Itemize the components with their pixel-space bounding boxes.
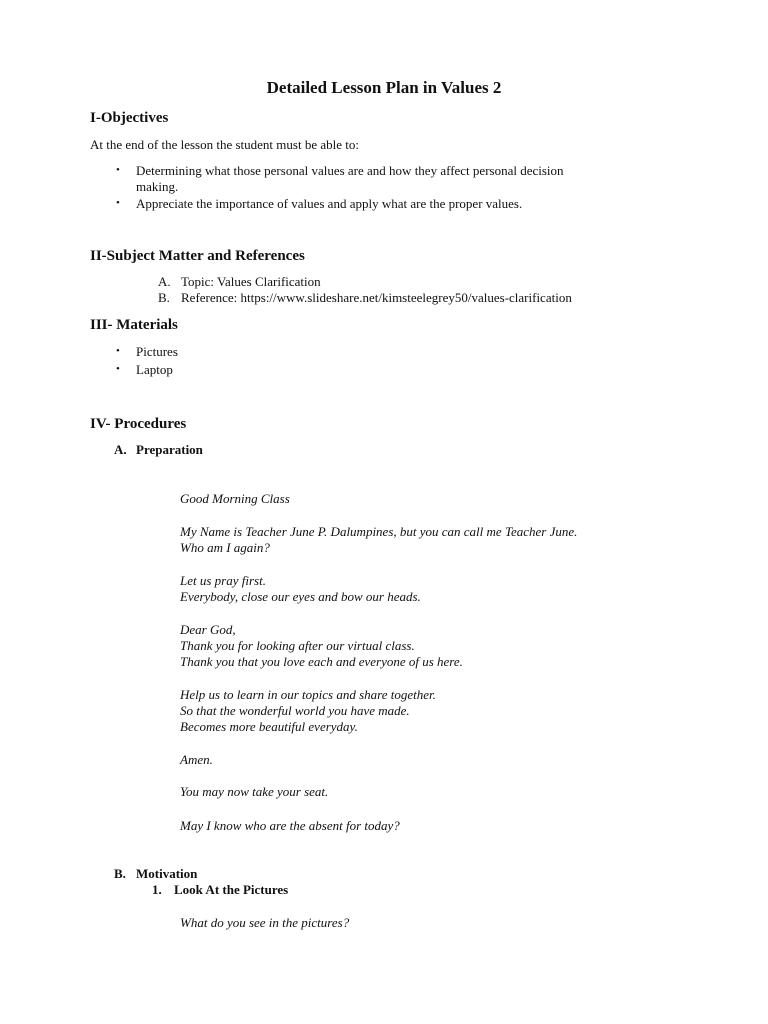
materials-heading: III- Materials — [90, 317, 178, 333]
script-line: Amen. — [180, 752, 213, 767]
material-item: Laptop — [136, 362, 173, 377]
objective-item-1: Determining what those personal values are and how they affect personal decision — [136, 163, 564, 178]
script-line: Thank you for looking after our virtual class. — [180, 638, 415, 653]
script-line: My Name is Teacher June P. Dalumpines, but you can call me Teacher June. — [180, 524, 578, 539]
script-line: Help us to learn in our topics and share together. — [180, 687, 436, 702]
script-line: Let us pray first. — [180, 573, 266, 588]
bullet-icon: • — [116, 164, 120, 176]
script-line: May I know who are the absent for today? — [180, 818, 400, 833]
bullet-icon: • — [116, 345, 120, 357]
script-line: Thank you that you love each and everyone of us here. — [180, 654, 463, 669]
list-marker: 1. — [152, 882, 162, 897]
look-at-pictures-label: Look At the Pictures — [174, 882, 289, 897]
list-marker: B. — [158, 290, 170, 305]
objectives-heading: I-Objectives — [90, 110, 169, 126]
topic-line: Topic: Values Clarification — [181, 274, 321, 289]
script-line: Dear God, — [180, 622, 236, 637]
procedures-heading: IV- Procedures — [90, 416, 187, 432]
objectives-intro: At the end of the lesson the student must be able to: — [90, 137, 359, 152]
script-line: So that the wonderful world you have made. — [180, 703, 410, 718]
bullet-icon: • — [116, 363, 120, 375]
script-line: Becomes more beautiful everyday. — [180, 719, 358, 734]
document-title: Detailed Lesson Plan in Values 2 — [266, 78, 502, 97]
script-line: You may now take your seat. — [180, 784, 329, 799]
motivation-label: Motivation — [136, 866, 198, 881]
script-line: Everybody, close our eyes and bow our heads. — [180, 589, 421, 604]
reference-line: Reference: https://www.slideshare.net/kimsteelegrey50/values-clarification — [181, 290, 572, 305]
script-line: Good Morning Class — [180, 491, 290, 506]
material-item: Pictures — [136, 344, 178, 359]
list-marker: A. — [114, 442, 127, 457]
objective-item-1-cont: making. — [136, 179, 179, 194]
objective-item-2: Appreciate the importance of values and apply what are the proper values. — [136, 196, 523, 211]
script-line: Who am I again? — [180, 540, 270, 555]
subject-matter-heading: II-Subject Matter and References — [90, 248, 305, 264]
motivation-question: What do you see in the pictures? — [180, 915, 350, 930]
list-marker: A. — [158, 274, 171, 289]
list-marker: B. — [114, 866, 126, 881]
preparation-label: Preparation — [136, 442, 203, 457]
bullet-icon: • — [116, 197, 120, 209]
